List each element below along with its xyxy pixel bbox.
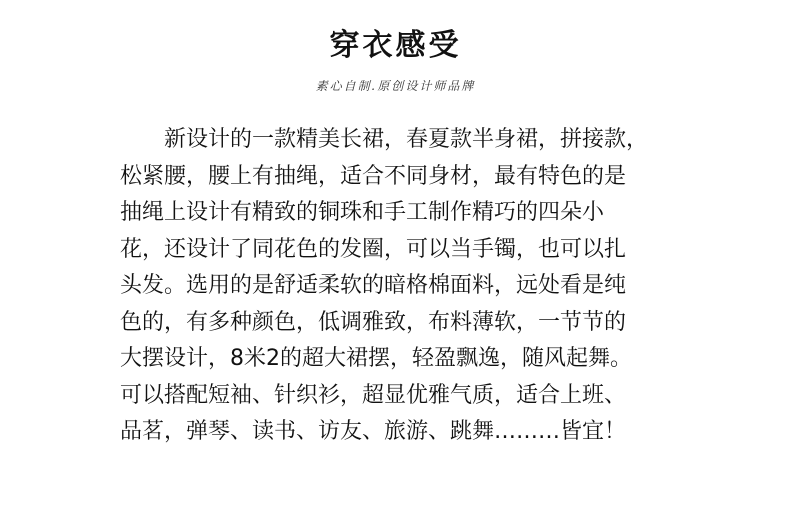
description-line: 品茗，弹琴、读书、访友、旅游、跳舞………皆宜！ xyxy=(120,419,627,444)
description-line: 大摆设计，8米2的超大裙摆，轻盈飘逸，随风起舞。 xyxy=(120,346,632,371)
description-paragraph xyxy=(120,122,690,451)
description-line: 头发。选用的是舒适柔软的暗格棉面料，远处看是纯 xyxy=(120,273,627,298)
description-line: 新设计的一款精美长裙，春夏款半身裙，拼接款， xyxy=(164,127,649,152)
description-line: 色的，有多种颜色，低调雅致，布料薄软，一节节的 xyxy=(120,309,627,335)
description-line: 松紧腰，腰上有抽绳，适合不同身材，最有特色的是 xyxy=(120,163,627,189)
brand-subtitle: 素心自制.原创设计师品牌 xyxy=(315,79,476,93)
description-line: 花，还设计了同花色的发圈，可以当手镯，也可以扎 xyxy=(120,236,627,262)
description-line: 抽绳上设计有精致的铜珠和手工制作精巧的四朵小 xyxy=(120,200,605,225)
description-line: 可以搭配短袖、针织衫，超显优雅气质，适合上班、 xyxy=(120,382,627,408)
page-title: 穿衣感受 xyxy=(329,28,462,63)
